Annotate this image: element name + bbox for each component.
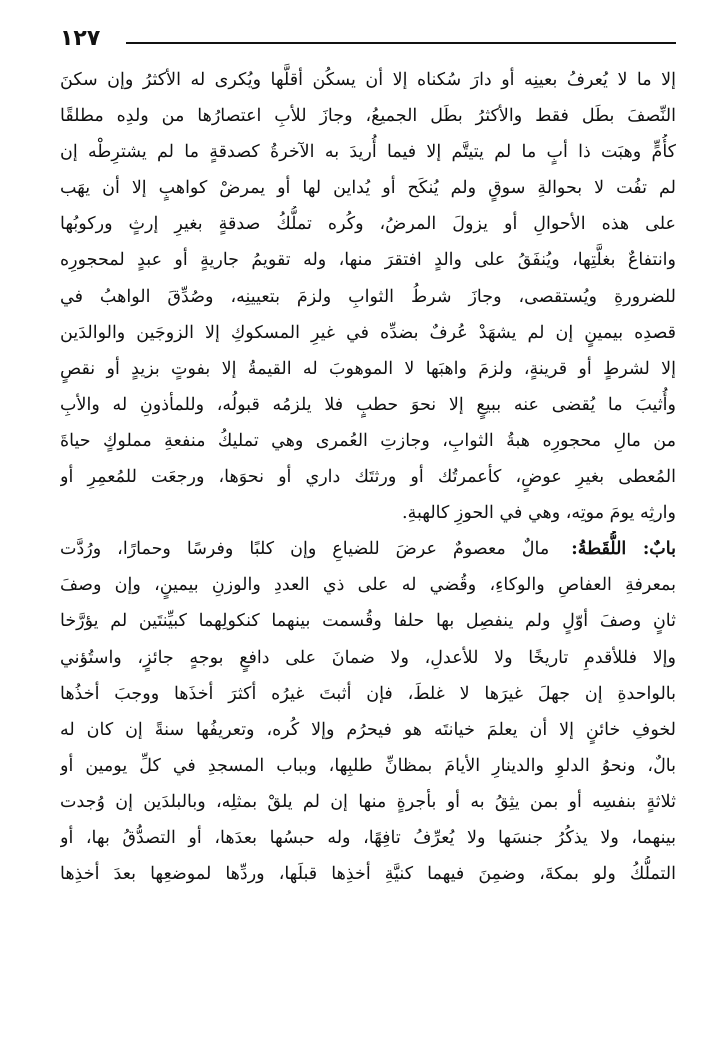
- page-header: [60, 26, 676, 54]
- text-line: بينهما، ولا يذكُرُ جنسَها ولا يُعرِّفُ تافِهًا، وله حبسُها بعدَها، أو التصدُّقُ بها، أو: [60, 827, 676, 848]
- section-first-line: مالٌ معصومٌ عرضَ للضياعِ وإن كلبًا وفرسًا وحمارًا، ورُدَّت: [60, 539, 550, 560]
- section-label: بابٌ: اللُّقَطةُ:: [571, 539, 676, 560]
- text-line: كأُمٍّ وهبَت ذا أبٍ ما لم يتيتَّم إلا فيما أُريدَ به الآخرةُ كصدقةٍ ما لم يشترِطْه إن: [60, 142, 676, 163]
- text-line: وانتفاعٌ بغلَّتِها، ويُنفَقُ على والدٍ افتقرَ منها، وله تقويمُ جاريةٍ أو عبدٍ لمحجورِه: [60, 250, 676, 271]
- text-line: النِّصفَ بطَل فقط والأكثرُ بطَل الجميعُ، وجازَ للأبِ اعتصارُها من ولدِه مطلقًا: [60, 106, 676, 127]
- section-heading-line: [60, 531, 676, 567]
- text-line: التملُّكُ ولو بمكةَ، وضمِنَ فيهما كنيَّةِ أخذِها قبلَها، وردِّها لموضعِها بعدَ أخذِها: [60, 864, 676, 885]
- text-line: للضرورةِ ويُستقصى، وجازَ شرطُ الثوابِ ولزمَ بتعيينِه، وصُدِّقَ الواهبُ في: [60, 286, 676, 307]
- text-line: لم تفُت لا بحوالةِ سوقٍ ولم يُنكَح أو يُداين لها أو يمرضْ كواهبٍ إلا أن يهَب: [60, 178, 676, 199]
- text-line: بالٌ، ونحوُ الدلوِ والدينارِ الأيامَ بمظانِّ طلبِها، وبباب المسجدِ في كلِّ يومين أو: [60, 755, 676, 776]
- header-rule: [126, 42, 676, 44]
- text-line: على هذه الأحوالِ أو يزولَ المرضُ، وكُره تملُّكُ صدقةٍ بغيرِ إرثٍ وركوبُها: [60, 214, 676, 235]
- text-line: إلا لشرطٍ أو قرينةٍ، ولزمَ واهبَها لا الموهوبَ له القيمةُ إلا بفوتٍ بزيدٍ أو نقصٍ: [60, 358, 676, 379]
- text-line: لخوفِ خائنٍ إلا أن يعلمَ خيانتَه هو فيحرُم وإلا كُره، وتعريفُها سنةً إن كان له: [60, 719, 676, 740]
- text-line: بالواحدةِ إن جهلَ غيرَها لا غلطَ، فإن أثبتَ غيرُه أكثرَ أخذَها ووجبَ أخذُها: [60, 683, 676, 704]
- text-line: قصدِه بيمينٍ إن لم يشهَدْ عُرفٌ بضدِّه في غيرِ المسكوكِ إلا الزوجَين والوالدَين: [60, 322, 676, 343]
- text-line: من مالِ محجورِه هبةُ الثوابِ، وجازتِ العُمرى وهي تمليكُ منفعةِ مملوكٍ حياةَ: [60, 430, 676, 451]
- text-line: وأُثيبَ ما يُقضى عنه ببيعٍ إلا نحوَ حطبٍ فلا يلزمُه قبولُه، وللمأذونِ له والأبِ: [60, 394, 676, 415]
- text-line: وإلا فللأقدمِ تاريخًا ولا للأعدلِ، ولا ضمانَ على دافعٍ بوجهٍ جائزٍ، واستُؤني: [60, 647, 676, 668]
- text-line: ثلاثةٍ بنفسِه أو بمن يثِقُ به أو بأجرةٍ منها إن لم يلقْ بمثلِه، وبالبلدَين إن وُجدت: [60, 791, 676, 812]
- text-line: وارثِه يومَ موتِه، وهي في الحوزِ كالهبةِ.: [402, 503, 676, 524]
- page-number: ١٢٧: [60, 26, 101, 51]
- page-body: [60, 62, 676, 892]
- text-line: ثانٍ وصفَ أوّلٍ ولم ينفصِل بها حلفا وقُسمت بينهما كنكولِهما كبيِّنتَين لم يؤرَّخا: [60, 611, 676, 632]
- text-line: المُعطى بغيرِ عوضٍ، كأعمرتُك أو ورثتَك داري أو نحوَها، ورجعَت للمُعمِرِ أو: [60, 467, 676, 488]
- text-line: بمعرفةِ العفاصِ والوكاءِ، وقُضي له على ذي العددِ والوزنِ بيمينٍ، وإن وصفَ: [60, 575, 676, 596]
- text-line: إلا ما لا يُعرفُ بعينِه أو دارَ سُكناه إلا أن يسكُن أقلَّها ويُكرى له الأكثرُ وإن سكنَ: [60, 70, 676, 90]
